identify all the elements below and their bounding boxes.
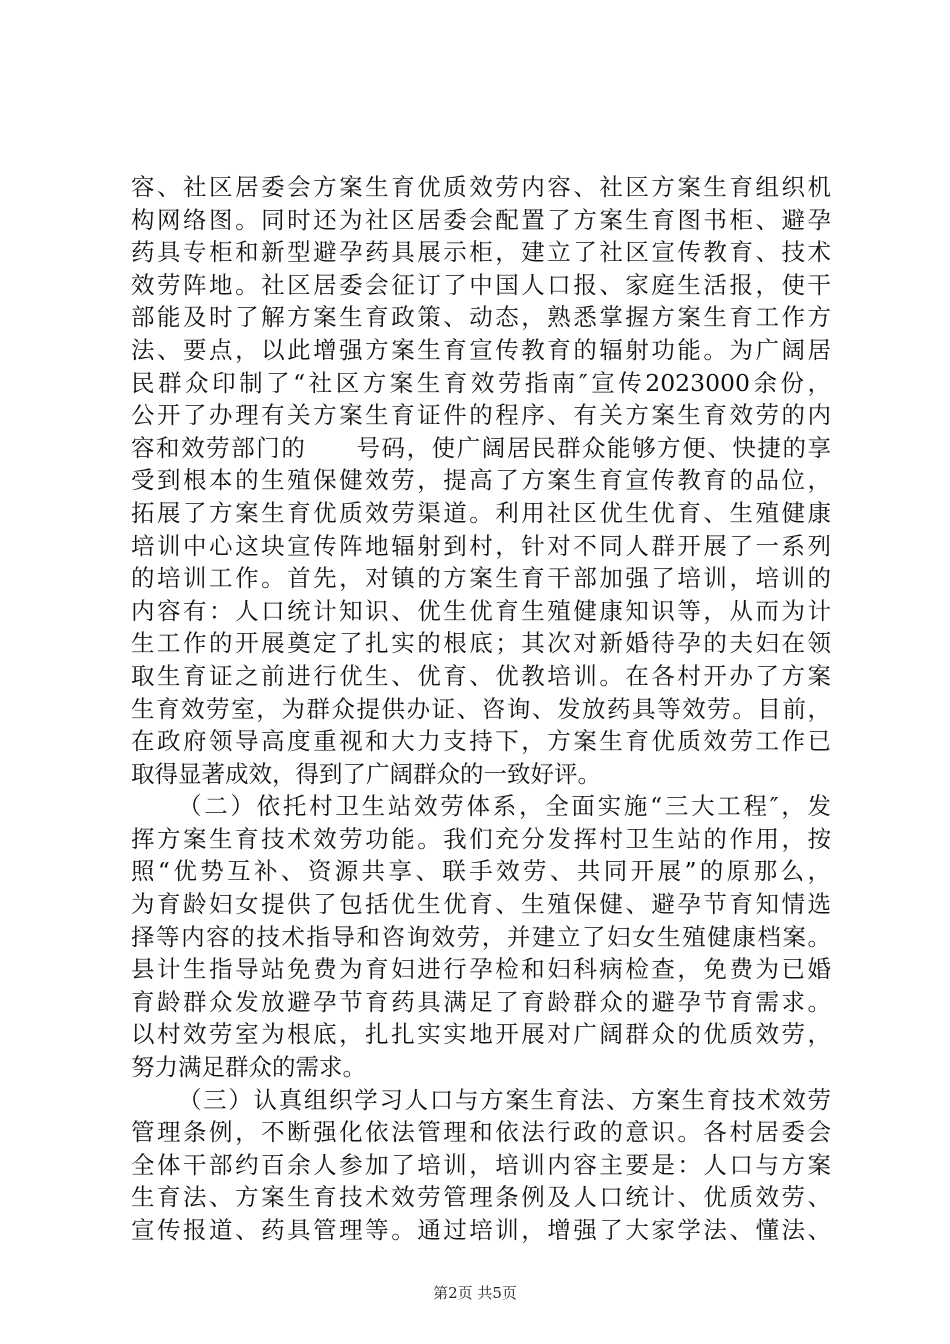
text-line: 内容有：人口统计知识、优生优育生殖健康知识等，从而为计: [131, 596, 831, 625]
text-line: 民群众印制了“社区方案生育效劳指南″宣传2023000余份，: [131, 368, 831, 397]
text-line: 公开了办理有关方案生育证件的程序、有关方案生育效劳的内: [131, 401, 831, 430]
text-line: 容和效劳部门的 号码，使广阔居民群众能够方便、快捷的享: [131, 433, 831, 462]
text-line: 容、社区居委会方案生育优质效劳内容、社区方案生育组织机: [131, 173, 831, 201]
text-line: 构网络图。同时还为社区居委会配置了方案生育图书柜、避孕: [131, 205, 831, 234]
text-line: 以村效劳室为根底，扎扎实实地开展对广阔群众的优质效劳，: [131, 1020, 831, 1049]
text-line: 法、要点，以此增强方案生育宣传教育的辐射功能。为广阔居: [131, 335, 831, 364]
text-line: 拓展了方案生育优质效劳渠道。利用社区优生优育、生殖健康: [131, 498, 831, 527]
text-line: 取生育证之前进行优生、优育、优教培训。在各村开办了方案: [131, 661, 831, 690]
text-line: 受到根本的生殖保健效劳，提高了方案生育宣传教育的品位，: [131, 466, 831, 495]
text-line: 努力满足群众的需求。: [131, 1053, 366, 1082]
text-line: 挥方案生育技术效劳功能。我们充分发挥村卫生站的作用，按: [131, 824, 831, 853]
text-line: 的培训工作。首先，对镇的方案生育干部加强了培训，培训的: [131, 564, 831, 593]
text-line: 在政府领导高度重视和大力支持下，方案生育优质效劳工作已: [131, 727, 831, 756]
page-footer: 第2页 共5页: [433, 1284, 517, 1302]
text-line: 药具专柜和新型避孕药具展示柜，建立了社区宣传教育、技术: [131, 238, 831, 267]
text-line: 管理条例，不断强化依法管理和依法行政的意识。各村居委会: [131, 1118, 831, 1147]
text-line: 全体干部约百余人参加了培训，培训内容主要是：人口与方案: [131, 1150, 831, 1179]
text-line: 县计生指导站免费为育妇进行孕检和妇科病检查，免费为已婚: [131, 955, 831, 984]
text-line: 育龄群众发放避孕节育药具满足了育龄群众的避孕节育需求。: [131, 987, 831, 1016]
text-line: （二）依托村卫生站效劳体系，全面实施“三大工程″，发: [178, 792, 831, 821]
text-line: 宣传报道、药具管理等。通过培训，增强了大家学法、懂法、: [131, 1216, 831, 1244]
text-line: 取得显著成效，得到了广阔群众的一致好评。: [131, 759, 601, 788]
document-body: [131, 171, 831, 1247]
text-line: 生工作的开展奠定了扎实的根底；其次对新婚待孕的夫妇在领: [131, 629, 831, 658]
text-line: （三）认真组织学习人口与方案生育法、方案生育技术效劳: [178, 1085, 831, 1114]
text-line: 部能及时了解方案生育政策、动态，熟悉掌握方案生育工作方: [131, 303, 831, 332]
text-line: 培训中心这块宣传阵地辐射到村，针对不同人群开展了一系列: [131, 531, 831, 560]
text-line: 为育龄妇女提供了包括优生优育、生殖保健、避孕节育知情选: [131, 890, 831, 919]
text-line: 生育效劳室，为群众提供办证、咨询、发放药具等效劳。目前，: [131, 694, 831, 723]
text-line: 效劳阵地。社区居委会征订了中国人口报、家庭生活报，使干: [131, 270, 831, 299]
text-line: 择等内容的技术指导和咨询效劳，并建立了妇女生殖健康档案。: [131, 922, 831, 951]
text-line: 生育法、方案生育技术效劳管理条例及人口统计、优质效劳、: [131, 1183, 831, 1212]
text-line: 照“优势互补、资源共享、联手效劳、共同开展”的原那么，: [131, 857, 831, 886]
